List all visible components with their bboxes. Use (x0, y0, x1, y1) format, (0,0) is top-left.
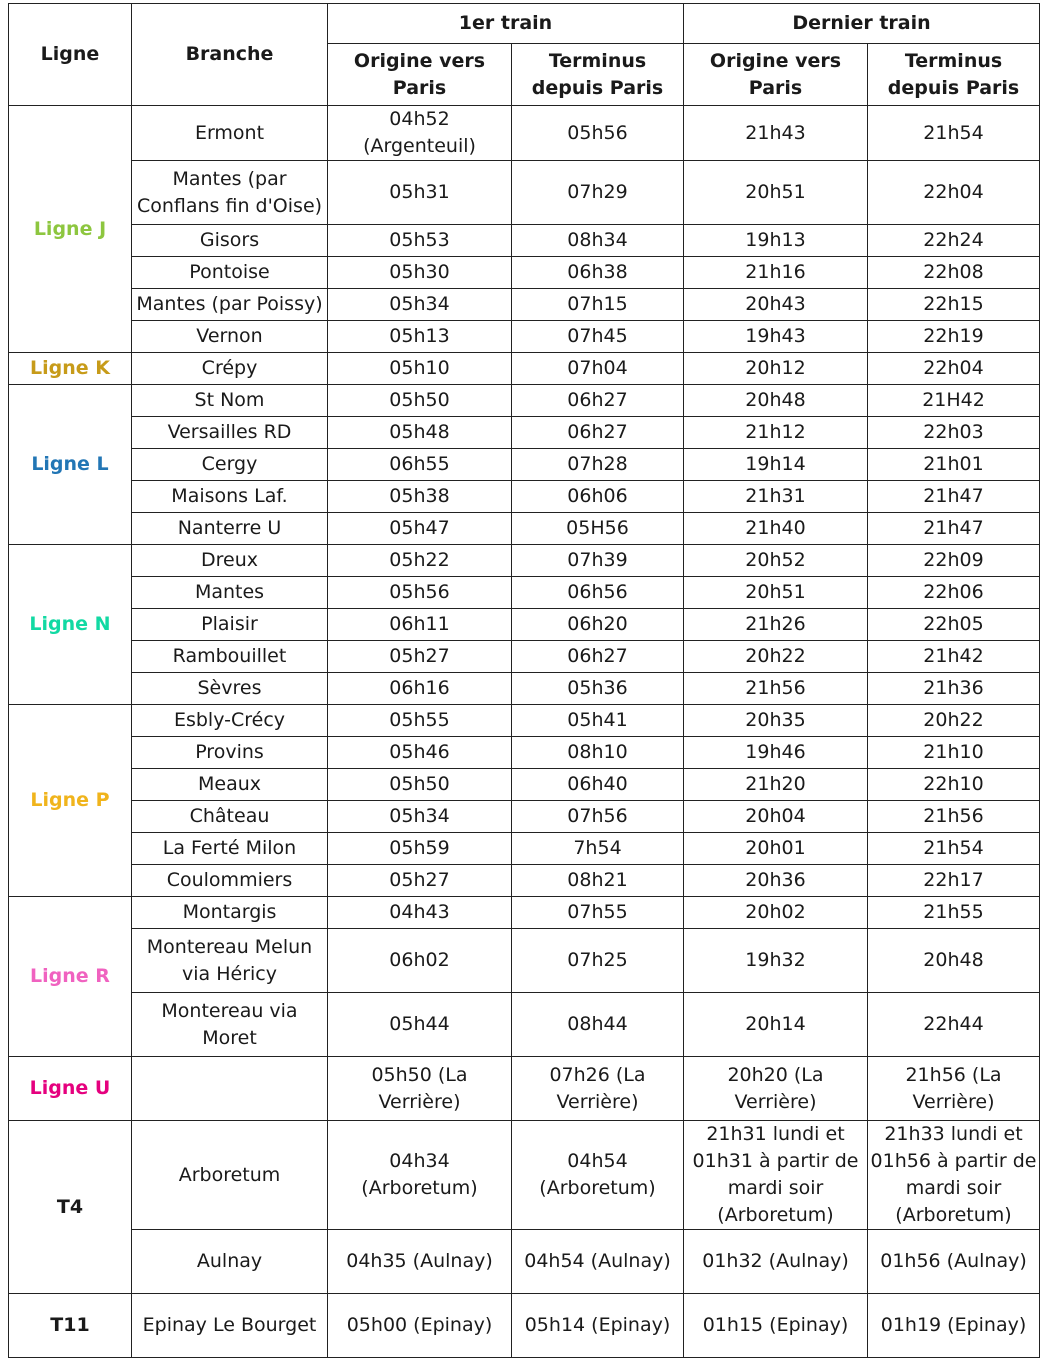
branch-cell: Versailles RD (132, 417, 328, 449)
table-row (9, 417, 1040, 449)
first-origine-cell: 05h13 (328, 321, 512, 353)
table-row (9, 161, 1040, 225)
header-last-train: Dernier train (684, 4, 1040, 44)
table-row (9, 705, 1040, 737)
table-row (9, 106, 1040, 161)
first-origine-cell: 04h35 (Aulnay) (328, 1230, 512, 1294)
last-terminus-cell: 20h48 (868, 929, 1040, 993)
table-row (9, 289, 1040, 321)
table-row (9, 449, 1040, 481)
last-origine-cell: 20h52 (684, 545, 868, 577)
branch-cell: Gisors (132, 225, 328, 257)
branch-cell: Coulommiers (132, 865, 328, 897)
last-terminus-cell: 21h55 (868, 897, 1040, 929)
last-origine-cell: 20h12 (684, 353, 868, 385)
last-origine-cell: 20h22 (684, 641, 868, 673)
header-first-terminus: Terminus depuis Paris (512, 44, 684, 106)
first-origine-cell: 05h55 (328, 705, 512, 737)
last-origine-cell: 20h20 (La Verrière) (684, 1057, 868, 1121)
last-terminus-cell: 22h08 (868, 257, 1040, 289)
first-terminus-cell: 05h36 (512, 673, 684, 705)
first-terminus-cell: 06h06 (512, 481, 684, 513)
first-terminus-cell: 06h27 (512, 385, 684, 417)
header-branche: Branche (132, 4, 328, 106)
first-terminus-cell: 07h04 (512, 353, 684, 385)
branch-cell: Aulnay (132, 1230, 328, 1294)
branch-cell: Provins (132, 737, 328, 769)
branch-cell: Ermont (132, 106, 328, 161)
branch-cell: Nanterre U (132, 513, 328, 545)
table-row (9, 353, 1040, 385)
first-terminus-cell: 07h45 (512, 321, 684, 353)
line-label: Ligne N (9, 545, 132, 705)
branch-cell: Pontoise (132, 257, 328, 289)
first-terminus-cell: 7h54 (512, 833, 684, 865)
first-terminus-cell: 08h21 (512, 865, 684, 897)
first-origine-cell: 05h34 (328, 801, 512, 833)
last-origine-cell: 20h04 (684, 801, 868, 833)
table-row (9, 929, 1040, 993)
last-terminus-cell: 21h56 (La Verrière) (868, 1057, 1040, 1121)
line-label: Ligne P (9, 705, 132, 897)
last-terminus-cell: 21H42 (868, 385, 1040, 417)
first-origine-cell: 06h16 (328, 673, 512, 705)
first-origine-cell: 05h44 (328, 993, 512, 1057)
table-row (9, 385, 1040, 417)
first-terminus-cell: 06h56 (512, 577, 684, 609)
last-origine-cell: 21h43 (684, 106, 868, 161)
first-terminus-cell: 05h14 (Epinay) (512, 1294, 684, 1358)
branch-cell: Esbly-Crécy (132, 705, 328, 737)
table-row (9, 769, 1040, 801)
last-terminus-cell: 01h56 (Aulnay) (868, 1230, 1040, 1294)
table-row (9, 1057, 1040, 1121)
first-terminus-cell: 05h56 (512, 106, 684, 161)
branch-cell: Dreux (132, 545, 328, 577)
last-terminus-cell: 21h33 lundi et 01h56 à partir de mardi soir (Arboretum) (868, 1121, 1040, 1230)
last-terminus-cell: 21h47 (868, 481, 1040, 513)
last-origine-cell: 19h13 (684, 225, 868, 257)
last-origine-cell: 21h40 (684, 513, 868, 545)
header-last-terminus: Terminus depuis Paris (868, 44, 1040, 106)
last-origine-cell: 20h51 (684, 577, 868, 609)
last-terminus-cell: 22h03 (868, 417, 1040, 449)
branch-cell: Rambouillet (132, 641, 328, 673)
last-origine-cell: 20h01 (684, 833, 868, 865)
table-row (9, 1230, 1040, 1294)
first-origine-cell: 05h30 (328, 257, 512, 289)
first-terminus-cell: 06h38 (512, 257, 684, 289)
first-origine-cell: 05h34 (328, 289, 512, 321)
table-row (9, 481, 1040, 513)
last-origine-cell: 21h16 (684, 257, 868, 289)
header-first-origine: Origine vers Paris (328, 44, 512, 106)
line-label: T4 (9, 1121, 132, 1294)
line-label: Ligne J (9, 106, 132, 353)
branch-cell: Mantes (par Conflans fin d'Oise) (132, 161, 328, 225)
branch-cell: Arboretum (132, 1121, 328, 1230)
timetable (8, 3, 1040, 1358)
branch-cell: Montereau via Moret (132, 993, 328, 1057)
last-terminus-cell: 21h47 (868, 513, 1040, 545)
first-terminus-cell: 07h55 (512, 897, 684, 929)
last-terminus-cell: 21h10 (868, 737, 1040, 769)
table-row (9, 897, 1040, 929)
last-origine-cell: 19h14 (684, 449, 868, 481)
first-terminus-cell: 08h34 (512, 225, 684, 257)
last-origine-cell: 21h20 (684, 769, 868, 801)
line-label: Ligne R (9, 897, 132, 1057)
last-origine-cell: 21h31 (684, 481, 868, 513)
first-terminus-cell: 04h54 (Aulnay) (512, 1230, 684, 1294)
first-origine-cell: 05h00 (Epinay) (328, 1294, 512, 1358)
last-terminus-cell: 21h42 (868, 641, 1040, 673)
first-terminus-cell: 07h29 (512, 161, 684, 225)
table-row (9, 833, 1040, 865)
line-label: Ligne L (9, 385, 132, 545)
table-row (9, 641, 1040, 673)
last-origine-cell: 21h31 lundi et 01h31 à partir de mardi soir (Arboretum) (684, 1121, 868, 1230)
first-origine-cell: 05h48 (328, 417, 512, 449)
last-terminus-cell: 21h54 (868, 106, 1040, 161)
first-origine-cell: 05h22 (328, 545, 512, 577)
last-origine-cell: 20h43 (684, 289, 868, 321)
branch-cell: Cergy (132, 449, 328, 481)
table-row (9, 801, 1040, 833)
first-terminus-cell: 05H56 (512, 513, 684, 545)
first-terminus-cell: 07h15 (512, 289, 684, 321)
first-origine-cell: 05h31 (328, 161, 512, 225)
first-origine-cell: 05h50 (328, 385, 512, 417)
header-last-origine: Origine vers Paris (684, 44, 868, 106)
first-terminus-cell: 07h26 (La Verrière) (512, 1057, 684, 1121)
first-terminus-cell: 06h40 (512, 769, 684, 801)
last-terminus-cell: 21h56 (868, 801, 1040, 833)
first-origine-cell: 05h27 (328, 865, 512, 897)
last-terminus-cell: 22h06 (868, 577, 1040, 609)
table-row (9, 545, 1040, 577)
last-terminus-cell: 22h19 (868, 321, 1040, 353)
first-origine-cell: 05h59 (328, 833, 512, 865)
branch-cell: Château (132, 801, 328, 833)
first-terminus-cell: 05h41 (512, 705, 684, 737)
table-row (9, 321, 1040, 353)
last-terminus-cell: 20h22 (868, 705, 1040, 737)
last-origine-cell: 19h32 (684, 929, 868, 993)
table-row (9, 609, 1040, 641)
last-terminus-cell: 22h24 (868, 225, 1040, 257)
last-terminus-cell: 22h05 (868, 609, 1040, 641)
first-origine-cell: 04h34 (Arboretum) (328, 1121, 512, 1230)
branch-cell: Sèvres (132, 673, 328, 705)
header-ligne: Ligne (9, 4, 132, 106)
first-origine-cell: 05h53 (328, 225, 512, 257)
first-origine-cell: 06h55 (328, 449, 512, 481)
last-terminus-cell: 22h04 (868, 353, 1040, 385)
first-origine-cell: 05h27 (328, 641, 512, 673)
first-origine-cell: 05h10 (328, 353, 512, 385)
branch-cell: Vernon (132, 321, 328, 353)
first-origine-cell: 05h50 (328, 769, 512, 801)
table-row (9, 513, 1040, 545)
first-terminus-cell: 06h20 (512, 609, 684, 641)
first-terminus-cell: 04h54 (Arboretum) (512, 1121, 684, 1230)
last-origine-cell: 20h14 (684, 993, 868, 1057)
branch-cell: Montereau Melun via Héricy (132, 929, 328, 993)
branch-cell: Epinay Le Bourget (132, 1294, 328, 1358)
last-terminus-cell: 01h19 (Epinay) (868, 1294, 1040, 1358)
branch-cell: Mantes (132, 577, 328, 609)
timetable-body (9, 106, 1040, 1358)
table-row (9, 577, 1040, 609)
last-origine-cell: 19h46 (684, 737, 868, 769)
line-label: T11 (9, 1294, 132, 1358)
table-row (9, 257, 1040, 289)
first-terminus-cell: 08h10 (512, 737, 684, 769)
table-row (9, 673, 1040, 705)
first-terminus-cell: 07h25 (512, 929, 684, 993)
table-row (9, 737, 1040, 769)
branch-cell: Mantes (par Poissy) (132, 289, 328, 321)
first-origine-cell: 06h11 (328, 609, 512, 641)
last-terminus-cell: 22h04 (868, 161, 1040, 225)
line-label: Ligne K (9, 353, 132, 385)
first-origine-cell: 04h43 (328, 897, 512, 929)
last-terminus-cell: 21h01 (868, 449, 1040, 481)
table-row (9, 993, 1040, 1057)
line-label: Ligne U (9, 1057, 132, 1121)
table-row (9, 865, 1040, 897)
last-origine-cell: 20h36 (684, 865, 868, 897)
branch-cell: Montargis (132, 897, 328, 929)
last-terminus-cell: 22h17 (868, 865, 1040, 897)
branch-cell: Meaux (132, 769, 328, 801)
last-terminus-cell: 22h09 (868, 545, 1040, 577)
last-origine-cell: 21h56 (684, 673, 868, 705)
last-origine-cell: 20h02 (684, 897, 868, 929)
last-origine-cell: 19h43 (684, 321, 868, 353)
branch-cell: Maisons Laf. (132, 481, 328, 513)
first-terminus-cell: 07h28 (512, 449, 684, 481)
last-terminus-cell: 22h44 (868, 993, 1040, 1057)
table-row (9, 225, 1040, 257)
branch-cell: Plaisir (132, 609, 328, 641)
last-origine-cell: 21h26 (684, 609, 868, 641)
table-row (9, 1121, 1040, 1230)
first-origine-cell: 05h38 (328, 481, 512, 513)
branch-cell: La Ferté Milon (132, 833, 328, 865)
first-terminus-cell: 08h44 (512, 993, 684, 1057)
last-origine-cell: 20h51 (684, 161, 868, 225)
last-origine-cell: 20h48 (684, 385, 868, 417)
first-origine-cell: 05h46 (328, 737, 512, 769)
branch-cell (132, 1057, 328, 1121)
branch-cell: St Nom (132, 385, 328, 417)
last-origine-cell: 01h32 (Aulnay) (684, 1230, 868, 1294)
first-terminus-cell: 06h27 (512, 417, 684, 449)
first-terminus-cell: 06h27 (512, 641, 684, 673)
branch-cell: Crépy (132, 353, 328, 385)
first-origine-cell: 05h50 (La Verrière) (328, 1057, 512, 1121)
first-origine-cell: 06h02 (328, 929, 512, 993)
header-row (9, 4, 1040, 44)
last-terminus-cell: 22h10 (868, 769, 1040, 801)
first-terminus-cell: 07h39 (512, 545, 684, 577)
last-origine-cell: 01h15 (Epinay) (684, 1294, 868, 1358)
last-terminus-cell: 21h54 (868, 833, 1040, 865)
first-origine-cell: 05h56 (328, 577, 512, 609)
first-origine-cell: 05h47 (328, 513, 512, 545)
last-terminus-cell: 22h15 (868, 289, 1040, 321)
header-first-train: 1er train (328, 4, 684, 44)
last-terminus-cell: 21h36 (868, 673, 1040, 705)
first-terminus-cell: 07h56 (512, 801, 684, 833)
first-origine-cell: 04h52 (Argenteuil) (328, 106, 512, 161)
last-origine-cell: 21h12 (684, 417, 868, 449)
last-origine-cell: 20h35 (684, 705, 868, 737)
table-row (9, 1294, 1040, 1358)
